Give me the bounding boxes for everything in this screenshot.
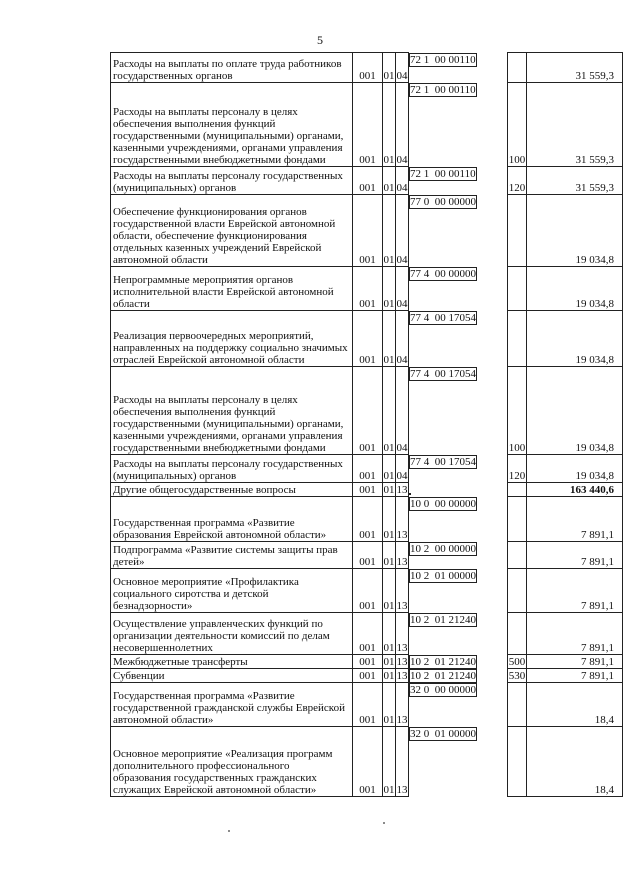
row-subsection-code: 04: [396, 267, 409, 311]
row-expense-type-code: [508, 727, 527, 797]
row-name: Расходы на выплаты персоналу государственных (муниципальных) органов: [111, 455, 353, 483]
row-target-code: 10 2 00 00000: [410, 542, 476, 555]
row-name: Основное мероприятие «Реализация программ дополнительного профессионального образования государственных гражданских служащих Еврейской автономной области»: [111, 727, 353, 797]
row-target-code: 32 0 01 00000: [410, 727, 476, 740]
row-target-code: 77 4 00 17054: [410, 455, 476, 468]
row-section-code: 01: [383, 656, 395, 668]
scan-speck: [228, 830, 230, 832]
row-section-code: 01: [383, 195, 396, 267]
row-subsection-code: 13: [396, 670, 408, 682]
table-row: [111, 195, 623, 267]
row-target-code: 10 0 00 00000: [410, 497, 476, 510]
row-target-code: 77 4 00 17054: [410, 367, 476, 380]
table-row: [111, 542, 623, 569]
row-name: Другие общегосударственные вопросы: [111, 483, 353, 497]
row-target-code: 10 2 01 21240: [410, 655, 476, 668]
table-row: [111, 167, 623, 195]
table-row: [111, 267, 623, 311]
row-subsection-code: 13: [396, 683, 409, 727]
row-admin-code: 001: [353, 483, 383, 497]
row-admin-code: 001: [353, 167, 383, 195]
row-target-code: [409, 493, 411, 495]
row-name: Государственная программа «Развитие государственной гражданской службы Еврейской автономной области»: [111, 683, 353, 727]
row-amount: 18,4: [527, 683, 623, 727]
row-target-code: 10 2 01 00000: [410, 569, 476, 582]
row-subsection-code: 13: [396, 569, 409, 613]
row-subsection-code: 04: [396, 83, 409, 167]
table-row: [111, 455, 623, 483]
row-subsection-code: 04: [396, 167, 409, 195]
row-admin-code: 001: [353, 683, 383, 727]
row-name: Расходы на выплаты персоналу государственных (муниципальных) органов: [111, 167, 353, 195]
page-number: 5: [317, 33, 323, 47]
row-amount: 7 891,1: [527, 655, 623, 669]
row-expense-type-code: 530: [508, 670, 526, 682]
row-amount: 7 891,1: [527, 569, 623, 613]
row-name: Осуществление управленческих функций по организации деятельности комиссий по делам несовершеннолетних: [111, 613, 353, 655]
row-admin-code: 001: [353, 83, 383, 167]
row-admin-code: 001: [353, 311, 383, 367]
row-target-code: 72 1 00 00110: [410, 167, 476, 180]
row-section-code: 01: [383, 497, 396, 542]
row-name: Расходы на выплаты персоналу в целях обеспечения выполнения функций государственными (муниципальными) органами, казенными учреждениями, органами управления государственными внебюджетными фондами: [111, 367, 353, 455]
row-amount: 7 891,1: [527, 542, 623, 569]
row-target-code: 72 1 00 00110: [410, 53, 476, 66]
row-subsection-code: 13: [396, 613, 409, 655]
row-subsection-code: 13: [396, 484, 408, 496]
row-amount: 31 559,3: [527, 167, 623, 195]
row-target-code: 10 2 01 21240: [410, 613, 476, 626]
row-target-code: 77 4 00 00000: [410, 267, 476, 280]
row-admin-code: 001: [353, 195, 383, 267]
row-admin-code: 001: [353, 53, 383, 83]
row-section-code: 01: [383, 670, 395, 682]
row-name: Реализация первоочередных мероприятий, направленных на поддержку социально значимых отраслей Еврейской автономной области: [111, 311, 353, 367]
row-subsection-code: 04: [396, 455, 409, 483]
row-section-code: 01: [383, 53, 396, 83]
row-expense-type-code: 100: [508, 367, 527, 455]
row-name: Подпрограмма «Развитие системы защиты прав детей»: [111, 542, 353, 569]
row-section-code: 01: [383, 683, 396, 727]
table-row: [111, 655, 623, 669]
row-subsection-code: 13: [396, 542, 409, 569]
budget-table: [110, 52, 623, 797]
row-name: Государственная программа «Развитие образования Еврейской автономной области»: [111, 497, 353, 542]
table-row: [111, 727, 623, 797]
row-amount: 18,4: [527, 727, 623, 797]
row-target-code: 32 0 00 00000: [410, 683, 476, 696]
table-row: [111, 613, 623, 655]
row-section-code: 01: [383, 267, 396, 311]
row-admin-code: 001: [353, 455, 383, 483]
row-admin-code: 001: [353, 367, 383, 455]
row-expense-type-code: [508, 613, 527, 655]
row-amount: 31 559,3: [527, 53, 623, 83]
row-subsection-code: 04: [396, 367, 409, 455]
table-row: [111, 483, 623, 497]
row-target-code: 10 2 01 21240: [410, 669, 476, 682]
row-subsection-code: 13: [396, 727, 409, 797]
row-subsection-code: 04: [396, 195, 409, 267]
row-expense-type-code: [508, 569, 527, 613]
row-section-code: 01: [383, 367, 396, 455]
row-name: Субвенции: [111, 669, 353, 683]
row-subsection-code: 13: [396, 497, 409, 542]
row-name: Основное мероприятие «Профилактика социального сиротства и детской безнадзорности»: [111, 569, 353, 613]
row-admin-code: 001: [353, 569, 383, 613]
row-amount: 7 891,1: [527, 669, 623, 683]
row-expense-type-code: [508, 497, 527, 542]
table-row: [111, 683, 623, 727]
row-name: Непрограммные мероприятия органов исполнительной власти Еврейской автономной области: [111, 267, 353, 311]
row-target-code: 77 4 00 17054: [410, 311, 476, 324]
table-row: [111, 311, 623, 367]
row-subsection-code: 13: [396, 656, 408, 668]
row-admin-code: 001: [353, 542, 383, 569]
row-name: Расходы на выплаты персоналу в целях обеспечения выполнения функций государственными (муниципальными) органами, казенными учреждениями, органами управления государственными внебюджетными фондами: [111, 83, 353, 167]
row-admin-code: 001: [353, 727, 383, 797]
row-name: Межбюджетные трансферты: [111, 655, 353, 669]
row-amount: 19 034,8: [527, 311, 623, 367]
row-amount: 19 034,8: [527, 267, 623, 311]
table-row: [111, 53, 623, 83]
row-amount: 7 891,1: [527, 613, 623, 655]
row-expense-type-code: 100: [508, 83, 527, 167]
row-section-code: 01: [383, 727, 396, 797]
row-admin-code: 001: [353, 669, 383, 683]
row-expense-type-code: [508, 683, 527, 727]
row-admin-code: 001: [353, 497, 383, 542]
row-subsection-code: 04: [396, 311, 409, 367]
row-amount: 163 440,6: [527, 483, 623, 497]
row-amount: 7 891,1: [527, 497, 623, 542]
row-expense-type-code: 500: [508, 656, 526, 668]
row-section-code: 01: [383, 613, 396, 655]
row-section-code: 01: [383, 455, 396, 483]
table-row: [111, 367, 623, 455]
row-expense-type-code: [508, 311, 527, 367]
row-target-code: 77 0 00 00000: [410, 195, 476, 208]
row-expense-type-code: [508, 53, 527, 83]
row-admin-code: 001: [353, 655, 383, 669]
table-row: [111, 569, 623, 613]
row-amount: 19 034,8: [527, 455, 623, 483]
row-admin-code: 001: [353, 267, 383, 311]
row-amount: 19 034,8: [527, 367, 623, 455]
row-section-code: 01: [383, 484, 395, 496]
row-target-code: 72 1 00 00110: [410, 83, 476, 96]
row-amount: 19 034,8: [527, 195, 623, 267]
row-section-code: 01: [383, 569, 396, 613]
row-expense-type-code: [508, 195, 527, 267]
row-section-code: 01: [383, 311, 396, 367]
row-section-code: 01: [383, 167, 396, 195]
row-expense-type-code: [508, 267, 527, 311]
row-section-code: 01: [383, 83, 396, 167]
table-row: [111, 83, 623, 167]
row-name: Обеспечение функционирования органов государственной власти Еврейской автономной области, обеспечение функционирования отдельных казенных учреждений Еврейской автономной области: [111, 195, 353, 267]
row-expense-type-code: [508, 542, 527, 569]
row-expense-type-code: 120: [508, 167, 527, 195]
row-expense-type-code: 120: [508, 455, 527, 483]
row-section-code: 01: [383, 542, 396, 569]
row-admin-code: 001: [353, 613, 383, 655]
row-expense-type-code: [508, 483, 527, 497]
table-row: [111, 497, 623, 542]
table-row: [111, 669, 623, 683]
row-amount: 31 559,3: [527, 83, 623, 167]
row-subsection-code: 04: [396, 53, 409, 83]
row-name: Расходы на выплаты по оплате труда работников государственных органов: [111, 53, 353, 83]
scan-speck: [383, 822, 385, 824]
